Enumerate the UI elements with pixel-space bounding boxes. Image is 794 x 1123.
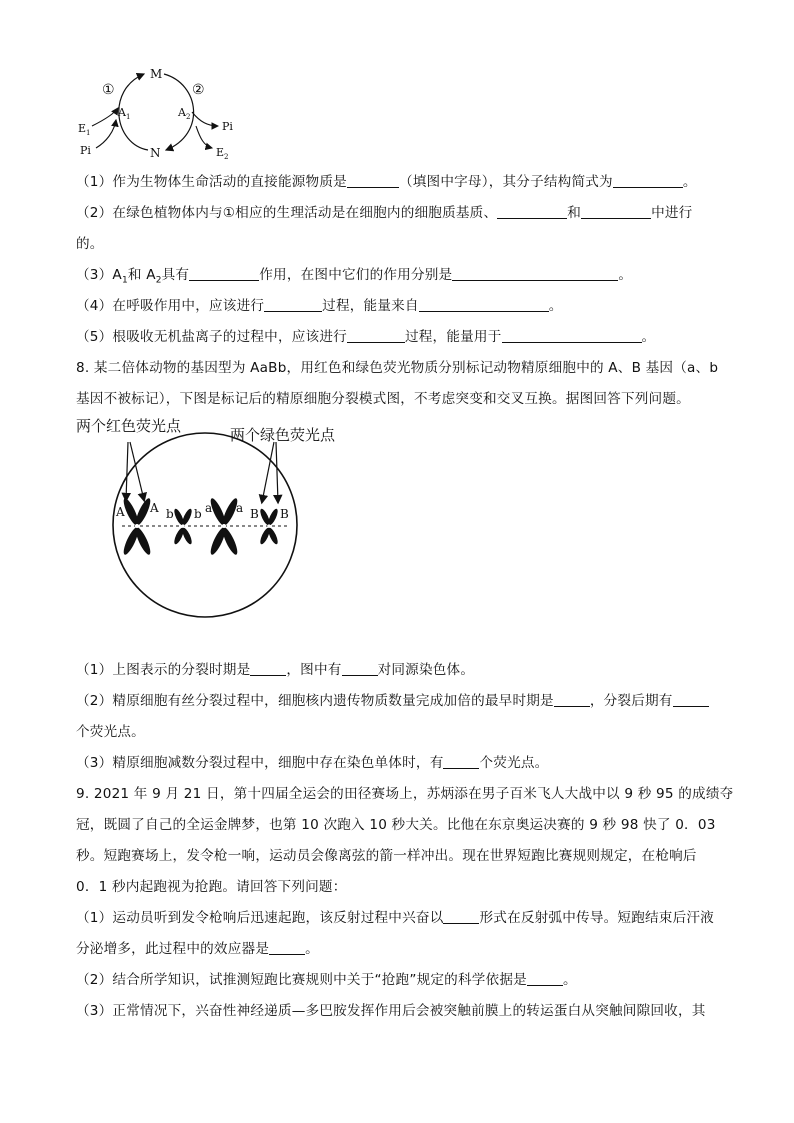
arrow-pi-in xyxy=(96,120,116,148)
green-fluorescence-label: 两个绿色荧光点 xyxy=(230,426,336,444)
gene-label-a-left: A xyxy=(116,505,125,519)
gene-label-a-small-left: a xyxy=(205,501,213,515)
label-circle-2: ② xyxy=(192,82,205,98)
gene-label-b-small-right: b xyxy=(194,507,202,521)
q7-2-blank-b[interactable] xyxy=(581,204,651,219)
gene-label-b-right: B xyxy=(280,507,289,521)
q9-item-3: （3）正常情况下，兴奋性神经递质—多巴胺发挥作用后会被突触前膜上的转运蛋白从突触间隙回收，其 xyxy=(76,1003,706,1019)
gene-label-b-small-left: b xyxy=(166,507,174,521)
q9-item-2: （2）结合所学知识，试推测短跑比赛规则中关于“抢跑”规定的科学依据是 。 xyxy=(76,972,577,988)
atp-cycle-diagram xyxy=(60,60,250,170)
q8-2-blank-b[interactable] xyxy=(673,692,709,707)
q7-4-blank-b[interactable] xyxy=(419,297,549,312)
q8-item-2: （2）精原细胞有丝分裂过程中，细胞核内遗传物质数量完成加倍的最早时期是 ，分裂后期有 xyxy=(76,691,709,711)
label-pi-in: Pi xyxy=(80,144,91,157)
q9-paragraph-line-3: 秒。短跑赛场上，发令枪一响，运动员会像离弦的箭一样冲出。现在世界短跑比赛规则规定，在枪响后 xyxy=(76,848,697,864)
q9-2-blank-a[interactable] xyxy=(527,971,563,986)
q9-1-blank-b[interactable] xyxy=(269,940,305,955)
label-a1: $A_1$ xyxy=(118,106,131,121)
q7-item-3: $(3)A_1$和 $A_2$具有 作用，在图中它们的作用分别是 。 xyxy=(76,267,633,286)
q8-1-blank-b[interactable] xyxy=(342,661,378,676)
cell-division-diagram xyxy=(100,430,320,630)
label-circle-1: ① xyxy=(102,82,115,98)
q8-item-1: （1）上图表示的分裂时期是 ，图中有 对同源染色体。 xyxy=(76,662,475,678)
q9-paragraph-line-4: 0．1 秒内起跑视为抢跑。请回答下列问题： xyxy=(76,879,347,895)
arrow-e2-out xyxy=(196,126,212,148)
gene-label-b-left: B xyxy=(250,507,259,521)
label-m: M xyxy=(150,67,163,81)
q9-paragraph-line-1: 9. 2021 年 9 月 21 日，第十四届全运会的田径赛场上，苏炳添在男子百米飞人大战中以 9 秒 95 的成绩夺 xyxy=(76,786,734,802)
label-pi-out: Pi xyxy=(222,120,233,133)
q7-3-blank-a[interactable] xyxy=(189,266,259,281)
q7-1-blank-b[interactable] xyxy=(613,173,683,188)
label-e2: $E_2$ xyxy=(216,146,229,161)
q9-item-1-cont: 分泌增多，此过程中的效应器是 。 xyxy=(76,941,319,957)
arrow-red-2 xyxy=(130,442,144,500)
q8-intro-line-1: 8. 某二倍体动物的基因型为 AaBb，用红色和绿色荧光物质分别标记动物精原细胞中的 A、B 基因（a、b xyxy=(76,360,719,376)
q7-item-2-cont: 的。 xyxy=(76,236,104,252)
label-n: N xyxy=(150,146,161,160)
gene-label-a-small-right: a xyxy=(236,501,244,515)
arrow-green-1 xyxy=(262,442,274,502)
q7-5-blank-b[interactable] xyxy=(502,328,642,343)
q7-2-blank-a[interactable] xyxy=(497,204,567,219)
arrow-pi-out xyxy=(192,112,218,126)
arrow-red-1 xyxy=(126,442,128,500)
q8-item-3: （3）精原细胞减数分裂过程中，细胞中存在染色单体时，有 个荧光点。 xyxy=(76,755,549,771)
red-fluorescence-label: 两个红色荧光点 xyxy=(76,417,182,435)
label-e1: $E_1$ xyxy=(78,122,91,137)
q7-5-blank-a[interactable] xyxy=(347,328,405,343)
q8-item-2-cont: 个荧光点。 xyxy=(76,724,145,740)
q8-2-blank-a[interactable] xyxy=(554,692,590,707)
q7-1-blank-a[interactable] xyxy=(347,173,399,188)
q9-item-1: （1）运动员听到发令枪响后迅速起跑，该反射过程中兴奋以 形式在反射弧中传导。短跑结束后汗液 xyxy=(76,910,714,926)
q9-1-blank-a[interactable] xyxy=(443,909,479,924)
q9-paragraph-line-2: 冠，既圆了自己的全运金牌梦，也第 10 次跑入 10 秒大关。比他在东京奥运决赛的 9 秒 98 快了 0．03 xyxy=(76,817,716,833)
q7-item-1: （1）作为生物体生命活动的直接能源物质是 （填图中字母），其分子结构简式为 。 xyxy=(76,174,697,190)
label-a2: $A_2$ xyxy=(178,106,191,121)
q8-intro-line-2: 基因不被标记），下图是标记后的精原细胞分裂模式图，不考虑突变和交叉互换。据图回答下列问题。 xyxy=(76,391,690,407)
arrow-green-2 xyxy=(276,442,278,502)
q8-1-blank-a[interactable] xyxy=(250,661,286,676)
q7-item-4: （4）在呼吸作用中，应该进行 过程，能量来自 。 xyxy=(76,298,563,314)
arrow-e1-in xyxy=(92,108,118,126)
q7-4-blank-a[interactable] xyxy=(264,297,322,312)
q7-item-5: （5）根吸收无机盐离子的过程中，应该进行 过程，能量用于 。 xyxy=(76,329,656,345)
gene-label-a-right: A xyxy=(150,501,159,515)
q8-3-blank-a[interactable] xyxy=(443,754,479,769)
q7-item-2: （2）在绿色植物体内与①相应的生理活动是在细胞内的细胞质基质、 和 中进行 xyxy=(76,205,693,221)
q7-3-blank-b[interactable] xyxy=(452,266,618,281)
